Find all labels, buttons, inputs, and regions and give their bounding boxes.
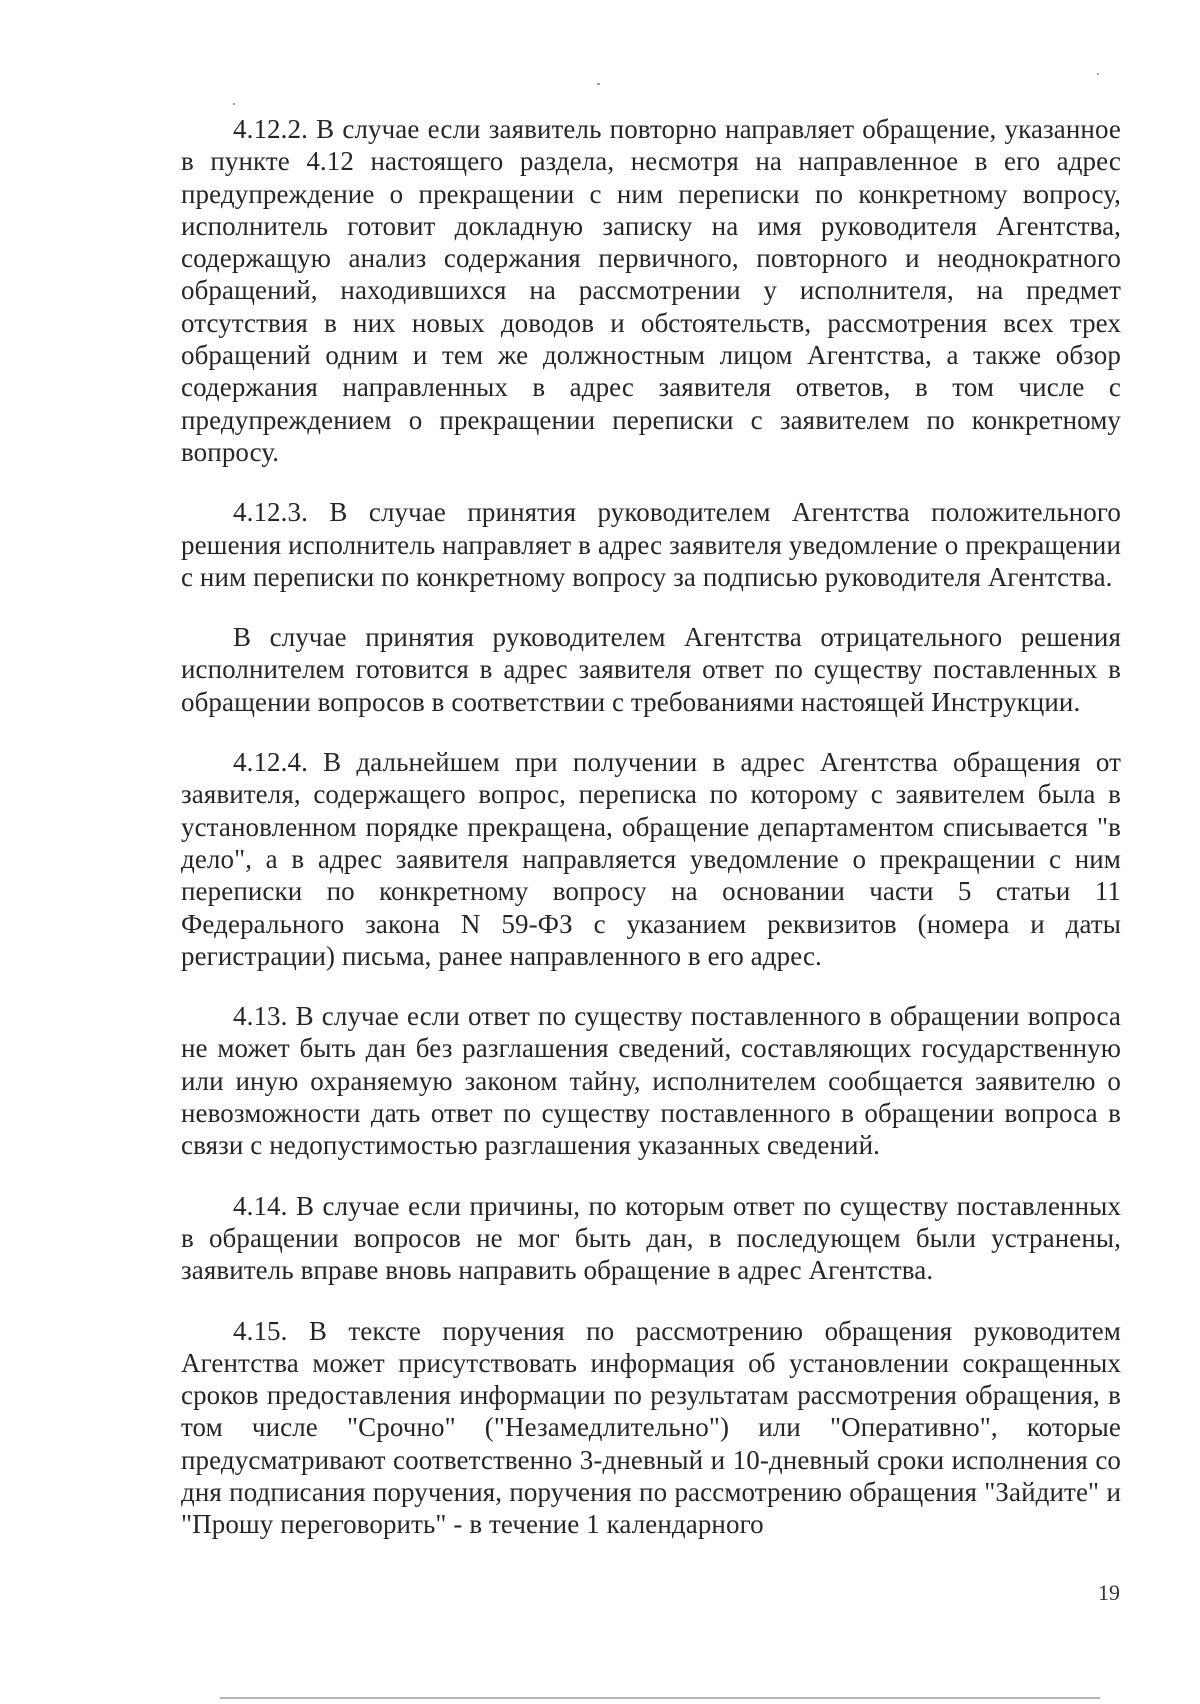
- scan-artifact: [1097, 73, 1099, 75]
- scan-artifact: [597, 83, 600, 85]
- paragraph-4-14: 4.14. В случае если причины, по которым ответ по существу поставленных в обращении вопросов не мог быть дан, в последующем были устранены, заявитель вправе вновь направить обращение в адрес Агентства.: [181, 1190, 1121, 1286]
- paragraph-negative-decision: В случае принятия руководителем Агентства отрицательного решения исполнителем готовится в адрес заявителя ответ по существу поставленных в обращении вопросов в соответствии с требованиями настоящей Инструкции.: [181, 622, 1121, 717]
- page-bottom-edge: [220, 1697, 1100, 1699]
- page-number: 19: [1098, 1580, 1120, 1605]
- paragraph-4-15: 4.15. В тексте поручения по рассмотрению обращения руководитем Агентства может присутствовать информация об установлении сокращенных сроков предоставления информации по результатам рассмотрения обращения, в том числе "Срочно" ("Незамедлительно") или "Оперативно", которые предусматривают соответственно 3-дневный и 10-дневный сроки исполнения со дня подписания поручения, поручения по рассмотрению обращения "Зайдите" и "Прошу переговорить" - в течение 1 календарного: [181, 1315, 1121, 1540]
- paragraph-4-13: 4.13. В случае если ответ по существу поставленного в обращении вопроса не может быть дан без разглашения сведений, составляющих государственную или иную охраняемую законом тайну, исполнителем сообщается заявителю о невозможности дать ответ по существу поставленного в обращении вопроса в связи с недопустимостью разглашения указанных сведений.: [181, 1001, 1121, 1161]
- paragraph-4-12-2: 4.12.2. В случае если заявитель повторно направляет обращение, указанное в пункте 4.12 настоящего раздела, несмотря на направленное в его адрес предупреждение о прекращении с ним переписки по конкретному вопросу, исполнитель готовит докладную записку на имя руководителя Агентства, содержащую анализ содержания первичного, повторного и неоднократного обращений, находившихся на рассмотрении у исполнителя, на предмет отсутствия в них новых доводов и обстоятельств, рассмотрения всех трех обращений одним и тем же должностным лицом Агентства, а также обзор содержания направленных в адрес заявителя ответов, в том числе с предупреждением о прекращении переписки с заявителем по конкретному вопросу.: [181, 114, 1121, 467]
- paragraph-4-12-3: 4.12.3. В случае принятия руководителем Агентства положительного решения исполнитель направляет в адрес заявителя уведомление о прекращении с ним переписки по конкретному вопросу за подписью руководителя Агентства.: [181, 497, 1121, 592]
- document-body: [181, 113, 1121, 1569]
- scan-artifact: [233, 103, 235, 105]
- paragraph-4-12-4: 4.12.4. В дальнейшем при получении в адрес Агентства обращения от заявителя, содержащего вопрос, переписка по которому с заявителем была в установленном порядке прекращена, обращение департаментом списывается "в дело", а в адрес заявителя направляется уведомление о прекращении с ним переписки по конкретному вопросу на основании части 5 статьи 11 Федерального закона N 59-ФЗ с указанием реквизитов (номера и даты регистрации) письма, ранее направленного в его адрес.: [181, 747, 1121, 971]
